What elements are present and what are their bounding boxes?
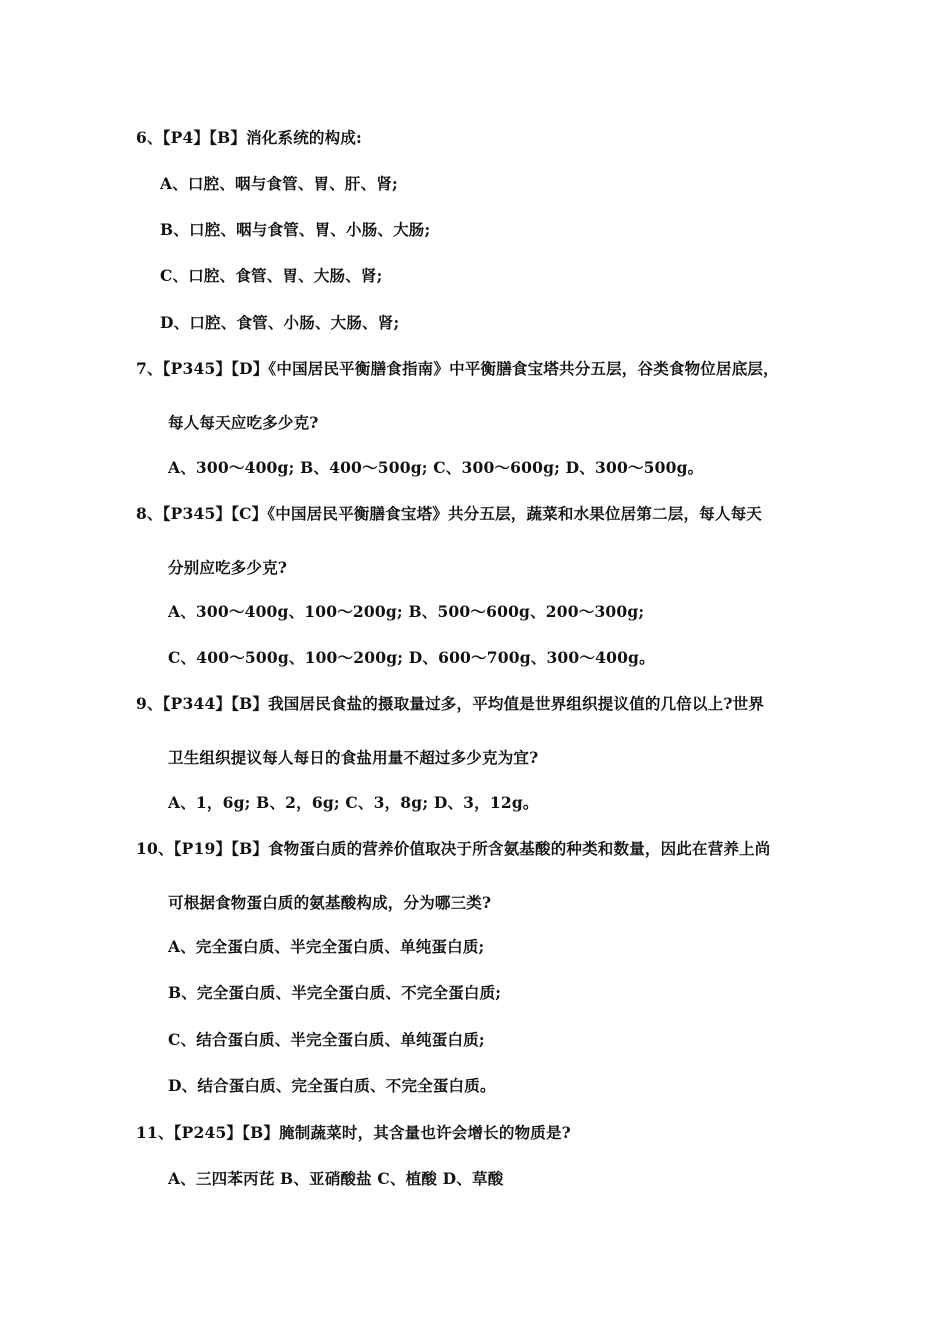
question-9-continuation: 卫生组织提议每人每日的食盐用量不超过多少克为宜?: [168, 748, 539, 767]
question-8-continuation: 分别应吃多少克?: [168, 558, 288, 577]
question-7-head: 7、【P345】【D】《中国居民平衡膳食指南》中平衡膳食宝塔共分五层，谷类食物位居底层，: [136, 359, 779, 378]
question-10-head: 10、【P19】【B】食物蛋白质的营养价值取决于所含氨基酸的种类和数量，因此在营养上尚: [136, 839, 771, 858]
question-8-options-ab: A、300～400g、100～200g; B、500～600g、200～300g;: [168, 602, 645, 621]
question-10-option-c: C、结合蛋白质、半完全蛋白质、单纯蛋白质;: [168, 1030, 485, 1049]
question-9-options: A、1，6g; B、2，6g; C、3，8g; D、3，12g。: [168, 793, 539, 812]
question-8-options-cd: C、400～500g、100～200g; D、600～700g、300～400g。: [168, 648, 655, 667]
question-6-option-b: B、口腔、咽与食管、胃、小肠、大肠;: [160, 220, 431, 239]
question-10-option-d: D、结合蛋白质、完全蛋白质、不完全蛋白质。: [168, 1076, 496, 1095]
question-8-head: 8、【P345】【C】《中国居民平衡膳食宝塔》共分五层，蔬菜和水果位居第二层，每人每天: [136, 504, 762, 523]
question-11-options: A、三四苯丙芘 B、亚硝酸盐 C、植酸 D、草酸: [168, 1169, 504, 1188]
question-6-option-d: D、口腔、食管、小肠、大肠、肾;: [160, 313, 400, 332]
question-9-head: 9、【P344】【B】我国居民食盐的摄取量过多，平均值是世界组织提议值的几倍以上?世界: [136, 694, 765, 713]
question-7-options: A、300～400g; B、400～500g; C、300～600g; D、300～500g。: [168, 458, 704, 477]
question-10-option-b: B、完全蛋白质、半完全蛋白质、不完全蛋白质;: [168, 983, 502, 1002]
question-10-option-a: A、完全蛋白质、半完全蛋白质、单纯蛋白质;: [168, 937, 485, 956]
question-6-option-c: C、口腔、食管、胃、大肠、肾;: [160, 266, 383, 285]
question-10-continuation: 可根据食物蛋白质的氨基酸构成，分为哪三类?: [168, 893, 492, 912]
question-7-continuation: 每人每天应吃多少克?: [168, 413, 319, 432]
question-11-head: 11、【P245】【B】腌制蔬菜时，其含量也许会增长的物质是?: [136, 1123, 571, 1142]
question-6-head: 6、【P4】【B】消化系统的构成:: [136, 128, 362, 147]
question-6-option-a: A、口腔、咽与食管、胃、肝、肾;: [160, 174, 398, 193]
